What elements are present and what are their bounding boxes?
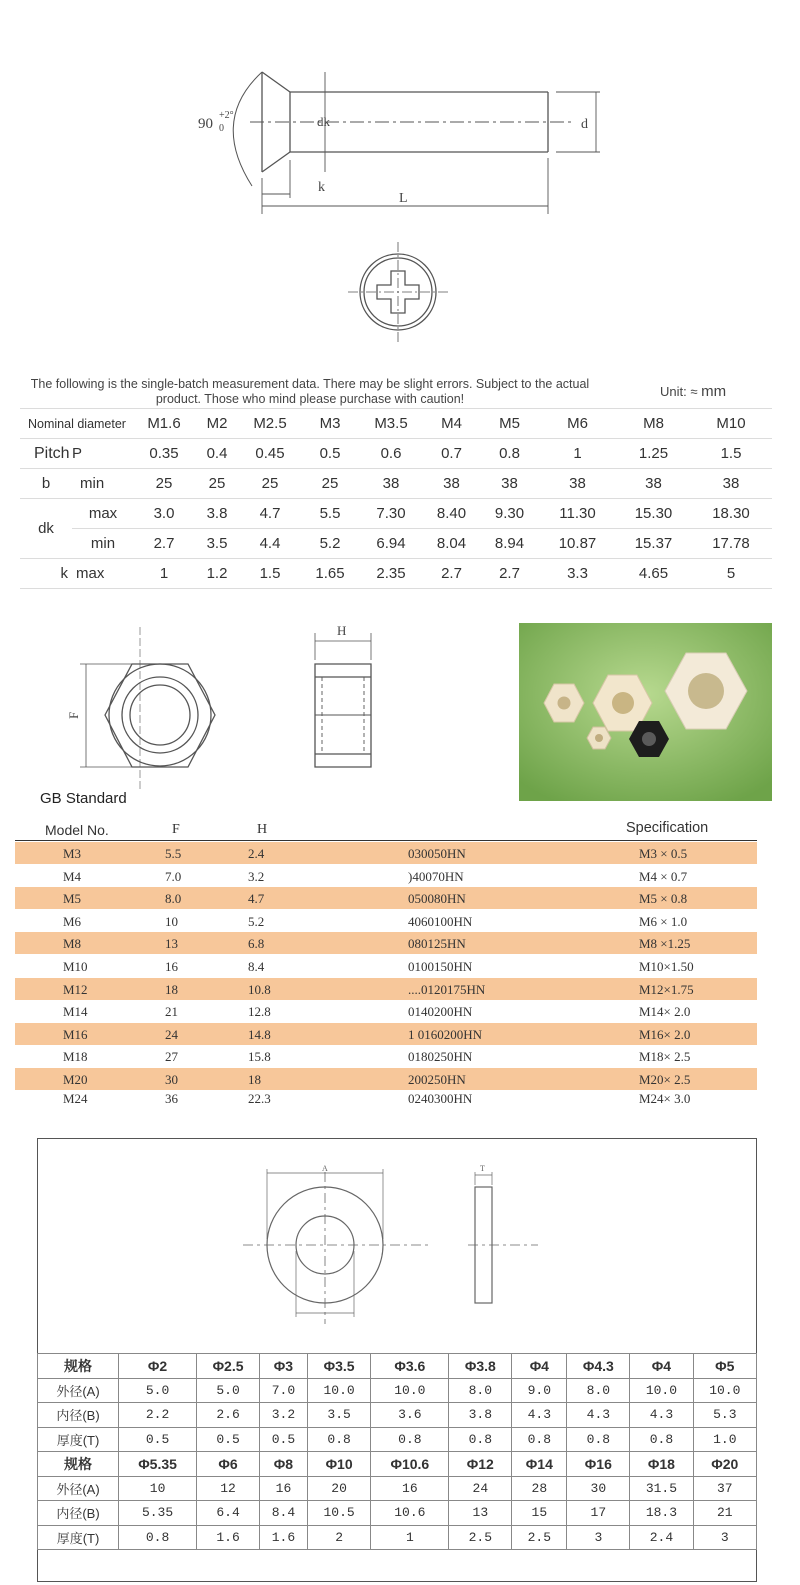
washer-row-label: 内径(B) — [38, 1403, 119, 1428]
spec-cell: M12×1.75 — [639, 981, 694, 997]
washer-od-cell: 31.5 — [630, 1476, 693, 1501]
washer-od-cell: 10.0 — [307, 1378, 370, 1403]
washer-od-row — [38, 1378, 757, 1403]
f-cell: 8.0 — [165, 891, 182, 907]
b-label: b — [20, 469, 72, 499]
washer-spec-cell: Φ20 — [693, 1452, 756, 1477]
nominal-diameter-label: Nominal diameter — [20, 409, 134, 439]
screw-spec-table — [20, 408, 772, 589]
model-cell: M3 — [63, 846, 82, 861]
spec-cell: M5 × 0.8 — [639, 891, 688, 907]
spec-cell: M8 ×1.25 — [639, 936, 691, 952]
dk-max-cell: 4.7 — [240, 499, 300, 529]
code-cell: 0240300HN — [408, 1090, 473, 1106]
spec-header: Specification — [626, 820, 709, 836]
table-row — [15, 910, 757, 932]
f-cell: 18 — [165, 981, 178, 997]
k-cell: 2.7 — [481, 559, 538, 589]
pitch-cell: 1.5 — [690, 439, 772, 469]
washer-spec-row — [38, 1452, 757, 1477]
dk-max-label: max — [72, 499, 134, 529]
f-cell: 30 — [165, 1072, 178, 1087]
washer-spec-cell: Φ5.35 — [119, 1452, 197, 1477]
measurement-note: The following is the single-batch measurement data. There may be slight errors. Subject to the actual product. Those who mind please purchase with caution! — [30, 377, 590, 406]
dk-max-cell: 8.40 — [422, 499, 481, 529]
spec-cell: M3 × 0.5 — [639, 846, 688, 861]
k-cell: 4.65 — [617, 559, 690, 589]
f-cell: 13 — [165, 936, 178, 952]
spec-cell: M16× 2.0 — [639, 1026, 691, 1042]
b-cell: 38 — [538, 469, 617, 499]
washer-t-cell: 1.0 — [693, 1427, 756, 1452]
code-cell: 050080HN — [408, 891, 466, 907]
dk-min-row — [20, 529, 772, 559]
washer-spec-cell: Φ14 — [512, 1452, 567, 1477]
spec-cell: M20× 2.5 — [639, 1072, 691, 1087]
washer-od-cell: 8.0 — [567, 1378, 630, 1403]
washer-id-cell: 2.6 — [197, 1403, 260, 1428]
k-cell: 3.3 — [538, 559, 617, 589]
washer-spec-table — [37, 1353, 757, 1550]
washer-od-cell: 9.0 — [512, 1378, 567, 1403]
h-cell: 5.2 — [248, 913, 265, 929]
spec-cell: M10×1.50 — [639, 959, 694, 974]
washer-id-cell: 21 — [693, 1501, 756, 1526]
model-cell: M24 — [63, 1090, 88, 1106]
spec-cell: M14× 2.0 — [639, 1004, 691, 1020]
washer-t-cell: 2.5 — [512, 1525, 567, 1550]
size-cell: M3 — [300, 409, 360, 439]
washer-spec-cell: Φ2.5 — [197, 1354, 260, 1379]
f-cell: 16 — [165, 959, 178, 974]
washer-row-label: 外径(A) — [38, 1378, 119, 1403]
washer-od-cell: 10.0 — [630, 1378, 693, 1403]
washer-t-cell: 1.6 — [259, 1525, 307, 1550]
washer-row-label: 规格 — [38, 1452, 119, 1477]
b-cell: 38 — [481, 469, 538, 499]
f-cell: 21 — [165, 1004, 178, 1020]
code-cell: 030050HN — [408, 846, 466, 861]
pitch-cell: 0.35 — [134, 439, 194, 469]
washer-id-row — [38, 1403, 757, 1428]
code-cell: 0100150HN — [408, 959, 473, 974]
screw-section — [0, 0, 800, 610]
washer-od-cell: 10.0 — [693, 1378, 756, 1403]
washer-t-cell: 0.8 — [371, 1427, 449, 1452]
table-row — [15, 932, 757, 954]
washer-spec-cell: Φ18 — [630, 1452, 693, 1477]
standard-title: GB Standard — [40, 790, 127, 807]
pitch-cell: 0.8 — [481, 439, 538, 469]
screw-drawing — [0, 0, 800, 370]
unit-label — [660, 383, 726, 400]
washer-od-cell: 10 — [119, 1476, 197, 1501]
nut-drawing — [0, 615, 520, 790]
b-cell: 38 — [422, 469, 481, 499]
washer-id-cell: 10.6 — [371, 1501, 449, 1526]
d-dimension-label: d — [581, 117, 588, 132]
washer-id-cell: 15 — [512, 1501, 567, 1526]
model-cell: M5 — [63, 891, 82, 907]
spec-cell: M24× 3.0 — [639, 1090, 691, 1106]
b-sub-label: min — [72, 469, 134, 499]
dk-max-row — [20, 499, 772, 529]
washer-od-cell: 7.0 — [259, 1378, 307, 1403]
size-cell: M2 — [194, 409, 240, 439]
k-dimension-label: k — [318, 180, 325, 195]
washer-od-cell: 24 — [449, 1476, 512, 1501]
washer-od-cell: 16 — [371, 1476, 449, 1501]
h-cell: 4.7 — [248, 891, 265, 907]
washer-od-cell: 8.0 — [449, 1378, 512, 1403]
washer-od-row — [38, 1476, 757, 1501]
pitch-label: Pitch — [20, 439, 72, 469]
k-row — [20, 559, 772, 589]
table-row — [15, 887, 757, 909]
length-label: L — [399, 191, 408, 206]
washer-t-cell: 2 — [307, 1525, 370, 1550]
washer-od-cell: 5.0 — [197, 1378, 260, 1403]
washer-spec-cell: Φ3.8 — [449, 1354, 512, 1379]
table-row — [15, 865, 757, 887]
washer-spec-cell: Φ10.6 — [371, 1452, 449, 1477]
h-cell: 12.8 — [248, 1004, 271, 1020]
table-row — [15, 1000, 757, 1022]
k-cell: 2.35 — [360, 559, 422, 589]
washer-id-cell: 13 — [449, 1501, 512, 1526]
table-row — [15, 955, 757, 977]
washer-id-cell: 18.3 — [630, 1501, 693, 1526]
table-row — [15, 842, 757, 864]
h-cell: 22.3 — [248, 1090, 271, 1106]
k-cell: 1.5 — [240, 559, 300, 589]
model-cell: M10 — [63, 959, 88, 974]
washer-od-cell: 37 — [693, 1476, 756, 1501]
approx-symbol: ≈ — [690, 384, 698, 399]
table-row — [15, 1023, 757, 1045]
k-cell: 1 — [134, 559, 194, 589]
dk-min-label: min — [72, 529, 134, 559]
washer-id-cell: 5.3 — [693, 1403, 756, 1428]
code-cell: 080125HN — [408, 936, 466, 952]
k-cell: 1.65 — [300, 559, 360, 589]
washer-spec-cell: Φ5 — [693, 1354, 756, 1379]
table-row — [15, 1045, 757, 1067]
washer-id-cell: 3.5 — [307, 1403, 370, 1428]
k-cell: 5 — [690, 559, 772, 589]
dk-max-cell: 18.30 — [690, 499, 772, 529]
f-cell: 7.0 — [165, 868, 182, 884]
washer-spec-cell: Φ3.5 — [307, 1354, 370, 1379]
washer-spec-cell: Φ3 — [259, 1354, 307, 1379]
washer-id-cell: 6.4 — [197, 1501, 260, 1526]
k-cell: 2.7 — [422, 559, 481, 589]
h-cell: 6.8 — [248, 936, 265, 952]
spec-cell: M4 × 0.7 — [639, 868, 688, 884]
code-cell: )40070HN — [408, 868, 464, 884]
b-cell: 38 — [690, 469, 772, 499]
pitch-row — [20, 439, 772, 469]
washer-id-cell: 4.3 — [512, 1403, 567, 1428]
size-cell: M6 — [538, 409, 617, 439]
washer-id-cell: 3.8 — [449, 1403, 512, 1428]
f-cell: 5.5 — [165, 846, 182, 861]
washer-id-cell: 17 — [567, 1501, 630, 1526]
model-cell: M16 — [63, 1026, 88, 1042]
washer-id-cell: 3.2 — [259, 1403, 307, 1428]
dk-min-cell: 2.7 — [134, 529, 194, 559]
b-row — [20, 469, 772, 499]
h-header: H — [257, 822, 268, 837]
h-cell: 10.8 — [248, 981, 271, 997]
washer-spec-row — [38, 1354, 757, 1379]
pitch-cell: 0.45 — [240, 439, 300, 469]
angle-label: 90 — [198, 116, 213, 132]
dk-max-cell: 5.5 — [300, 499, 360, 529]
washer-od-cell: 10.0 — [371, 1378, 449, 1403]
washer-spec-cell: Φ2 — [119, 1354, 197, 1379]
size-cell: M2.5 — [240, 409, 300, 439]
washer-t-cell: 0.8 — [449, 1427, 512, 1452]
washer-t-cell: 3 — [567, 1525, 630, 1550]
pitch-cell: 0.4 — [194, 439, 240, 469]
h-cell: 15.8 — [248, 1049, 271, 1065]
unit-prefix: Unit: — [660, 384, 687, 399]
washer-t-cell: 1.6 — [197, 1525, 260, 1550]
k-label: k — [20, 559, 72, 589]
model-cell: M8 — [63, 936, 82, 952]
washer-spec-cell: Φ16 — [567, 1452, 630, 1477]
nut-table-header — [15, 818, 757, 841]
f-cell: 36 — [165, 1090, 178, 1106]
washer-t-cell: 0.5 — [197, 1427, 260, 1452]
dk-max-cell: 9.30 — [481, 499, 538, 529]
code-cell: 0140200HN — [408, 1004, 473, 1020]
washer-spec-cell: Φ4 — [630, 1354, 693, 1379]
model-cell: M14 — [63, 1004, 88, 1020]
size-cell: M10 — [690, 409, 772, 439]
spec-cell: M6 × 1.0 — [639, 913, 688, 929]
table-row — [15, 1068, 757, 1090]
h-cell: 18 — [248, 1072, 261, 1087]
size-cell: M1.6 — [134, 409, 194, 439]
a-dimension-label: A — [322, 1164, 328, 1173]
dk-max-cell: 3.8 — [194, 499, 240, 529]
washer-spec-cell: Φ4 — [512, 1354, 567, 1379]
washer-row-label: 外径(A) — [38, 1476, 119, 1501]
h-dimension-label: H — [337, 623, 347, 638]
code-cell: 4060100HN — [408, 913, 473, 929]
washer-t-cell: 0.5 — [119, 1427, 197, 1452]
spec-cell: M18× 2.5 — [639, 1049, 691, 1065]
k-cell: 1.2 — [194, 559, 240, 589]
k-sub-label: max — [72, 559, 134, 589]
dk-label: dk — [20, 499, 72, 559]
t-dimension-label: T — [480, 1164, 485, 1173]
washer-t-cell: 0.8 — [630, 1427, 693, 1452]
pitch-cell: 0.5 — [300, 439, 360, 469]
dk-min-cell: 4.4 — [240, 529, 300, 559]
washer-t-cell: 0.8 — [567, 1427, 630, 1452]
dk-dimension-label: dk — [317, 114, 330, 129]
code-cell: 0180250HN — [408, 1049, 473, 1065]
dk-max-cell: 7.30 — [360, 499, 422, 529]
b-cell: 38 — [617, 469, 690, 499]
dk-min-cell: 5.2 — [300, 529, 360, 559]
washer-id-row — [38, 1501, 757, 1526]
washer-od-cell: 16 — [259, 1476, 307, 1501]
washer-row-label: 内径(B) — [38, 1501, 119, 1526]
table-row — [15, 1091, 757, 1107]
f-dimension-label: F — [66, 711, 81, 719]
washer-drawing — [38, 1139, 756, 1354]
washer-id-cell: 10.5 — [307, 1501, 370, 1526]
nylon-nuts-photo — [519, 623, 772, 801]
model-header: Model No. — [45, 822, 109, 838]
washer-od-cell: 5.0 — [119, 1378, 197, 1403]
h-cell: 2.4 — [248, 846, 265, 861]
washer-id-cell: 4.3 — [630, 1403, 693, 1428]
washer-od-cell: 12 — [197, 1476, 260, 1501]
washer-id-cell: 5.35 — [119, 1501, 197, 1526]
b-cell: 38 — [360, 469, 422, 499]
dk-min-cell: 6.94 — [360, 529, 422, 559]
dk-min-cell: 8.94 — [481, 529, 538, 559]
size-header-row — [20, 409, 772, 439]
washer-row-label: 厚度(T) — [38, 1427, 119, 1452]
washer-t-cell: 1 — [371, 1525, 449, 1550]
model-cell: M18 — [63, 1049, 88, 1065]
f-header: F — [172, 822, 180, 837]
washer-spec-cell: Φ12 — [449, 1452, 512, 1477]
washer-spec-cell: Φ6 — [197, 1452, 260, 1477]
size-cell: M8 — [617, 409, 690, 439]
washer-t-cell: 0.8 — [307, 1427, 370, 1452]
dk-min-cell: 10.87 — [538, 529, 617, 559]
size-cell: M3.5 — [360, 409, 422, 439]
f-cell: 10 — [165, 913, 178, 929]
f-cell: 24 — [165, 1026, 178, 1042]
pitch-cell: 0.6 — [360, 439, 422, 469]
h-cell: 14.8 — [248, 1026, 271, 1042]
angle-tolerance-plus: +2° — [219, 110, 234, 121]
f-cell: 27 — [165, 1049, 178, 1065]
washer-od-cell: 28 — [512, 1476, 567, 1501]
pitch-cell: 1 — [538, 439, 617, 469]
pitch-cell: 0.7 — [422, 439, 481, 469]
washer-id-cell: 4.3 — [567, 1403, 630, 1428]
unit-value: mm — [701, 383, 727, 400]
washer-spec-cell: Φ3.6 — [371, 1354, 449, 1379]
dk-min-cell: 15.37 — [617, 529, 690, 559]
dk-min-cell: 3.5 — [194, 529, 240, 559]
washer-t-cell: 0.5 — [259, 1427, 307, 1452]
size-cell: M4 — [422, 409, 481, 439]
model-cell: M20 — [63, 1072, 88, 1087]
washer-spec-cell: Φ4.3 — [567, 1354, 630, 1379]
table-row — [15, 978, 757, 1000]
washer-id-cell: 8.4 — [259, 1501, 307, 1526]
pitch-cell: 1.25 — [617, 439, 690, 469]
b-cell: 25 — [134, 469, 194, 499]
washer-t-cell: 0.8 — [512, 1427, 567, 1452]
code-cell: ....0120175HN — [408, 981, 486, 997]
angle-tolerance-zero: 0 — [219, 123, 224, 134]
washer-od-cell: 20 — [307, 1476, 370, 1501]
dk-max-cell: 15.30 — [617, 499, 690, 529]
b-cell: 25 — [300, 469, 360, 499]
washer-t-cell: 2.5 — [449, 1525, 512, 1550]
washer-row-label: 厚度(T) — [38, 1525, 119, 1550]
dk-min-cell: 8.04 — [422, 529, 481, 559]
washer-t-row — [38, 1525, 757, 1550]
washer-t-cell: 2.4 — [630, 1525, 693, 1550]
model-cell: M12 — [63, 981, 88, 997]
model-cell: M4 — [63, 868, 82, 884]
b-cell: 25 — [240, 469, 300, 499]
code-cell: 200250HN — [408, 1072, 466, 1087]
dk-max-cell: 3.0 — [134, 499, 194, 529]
washer-t-row — [38, 1427, 757, 1452]
h-cell: 8.4 — [248, 959, 265, 974]
size-cell: M5 — [481, 409, 538, 439]
b-cell: 25 — [194, 469, 240, 499]
washer-t-cell: 3 — [693, 1525, 756, 1550]
washer-spec-cell: Φ10 — [307, 1452, 370, 1477]
washer-od-cell: 30 — [567, 1476, 630, 1501]
pitch-symbol: P — [72, 439, 134, 469]
washer-t-cell: 0.8 — [119, 1525, 197, 1550]
dk-min-cell: 17.78 — [690, 529, 772, 559]
model-cell: M6 — [63, 913, 82, 929]
code-cell: 1 0160200HN — [408, 1026, 483, 1042]
dk-max-cell: 11.30 — [538, 499, 617, 529]
washer-id-cell: 2.2 — [119, 1403, 197, 1428]
washer-id-cell: 3.6 — [371, 1403, 449, 1428]
h-cell: 3.2 — [248, 868, 265, 884]
washer-spec-cell: Φ8 — [259, 1452, 307, 1477]
washer-row-label: 规格 — [38, 1354, 119, 1379]
